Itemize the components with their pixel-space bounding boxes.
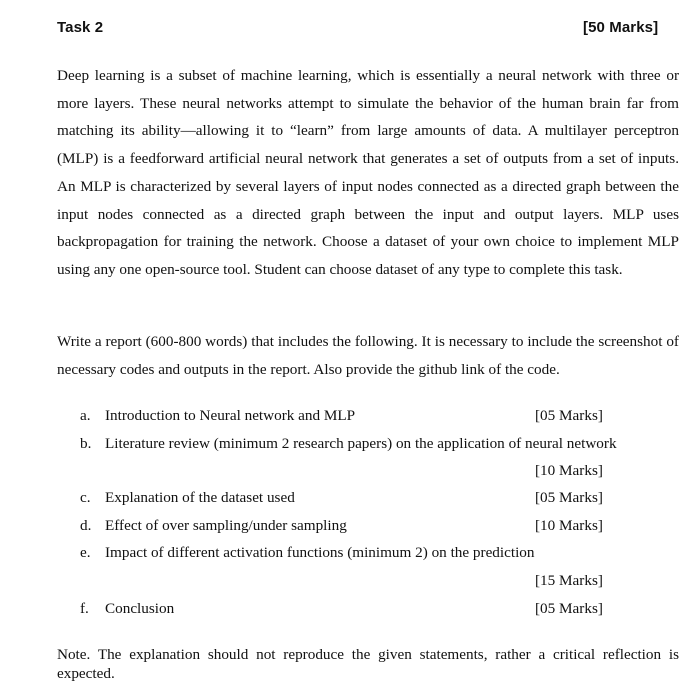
list-item-marks: [05 Marks] [535, 407, 603, 424]
list-item-marks: [10 Marks] [535, 462, 603, 479]
list-item-marks: [15 Marks] [535, 572, 603, 589]
list-item-letter: d. [80, 517, 92, 534]
list-item-marks: [05 Marks] [535, 600, 603, 617]
list-item-text: Effect of over sampling/under sampling [105, 517, 347, 534]
list-item-text: Literature review (minimum 2 research papers) on the application of neural network [105, 435, 617, 452]
list-item-text: Explanation of the dataset used [105, 489, 295, 506]
note-paragraph: Note. The explanation should not reproduce the given statements, rather a critical reflection is expected. [57, 646, 679, 682]
list-item-letter: e. [80, 544, 91, 561]
list-item-letter: a. [80, 407, 91, 424]
list-item-letter: b. [80, 435, 92, 452]
task-total-marks: [50 Marks] [583, 19, 659, 36]
list-item-letter: f. [80, 600, 89, 617]
list-item-letter: c. [80, 489, 91, 506]
instructions-paragraph: Write a report (600-800 words) that includes the following. It is necessary to include the screenshot of necessary codes and outputs in the report. Also provide the github link of the code. [57, 333, 679, 378]
list-item-text: Introduction to Neural network and MLP [105, 407, 356, 424]
list-item-marks: [05 Marks] [535, 489, 603, 506]
list-item-marks: [10 Marks] [535, 517, 603, 534]
list-item-text: Impact of different activation functions (minimum 2) on the prediction [105, 544, 535, 561]
list-item-text: Conclusion [105, 600, 175, 617]
task-title: Task 2 [57, 19, 104, 36]
intro-paragraph: Deep learning is a subset of machine learning, which is essentially a neural network with three or more layers. These neural networks attempt to simulate the behavior of the human brain far from matching its ability—allowing it to “learn” from large amounts of data. A multilayer perceptron (MLP) is a feedforward artificial neural network that generates a set of outputs from a set of inputs. An MLP is characterized by several layers of input nodes connected as a directed graph between the input nodes connected as a directed graph between the input and output layers. MLP uses backpropagation for training the network. Choose a dataset of your own choice to implement MLP using any one open-source tool. Student can choose dataset of any type to complete this task. [57, 67, 679, 278]
